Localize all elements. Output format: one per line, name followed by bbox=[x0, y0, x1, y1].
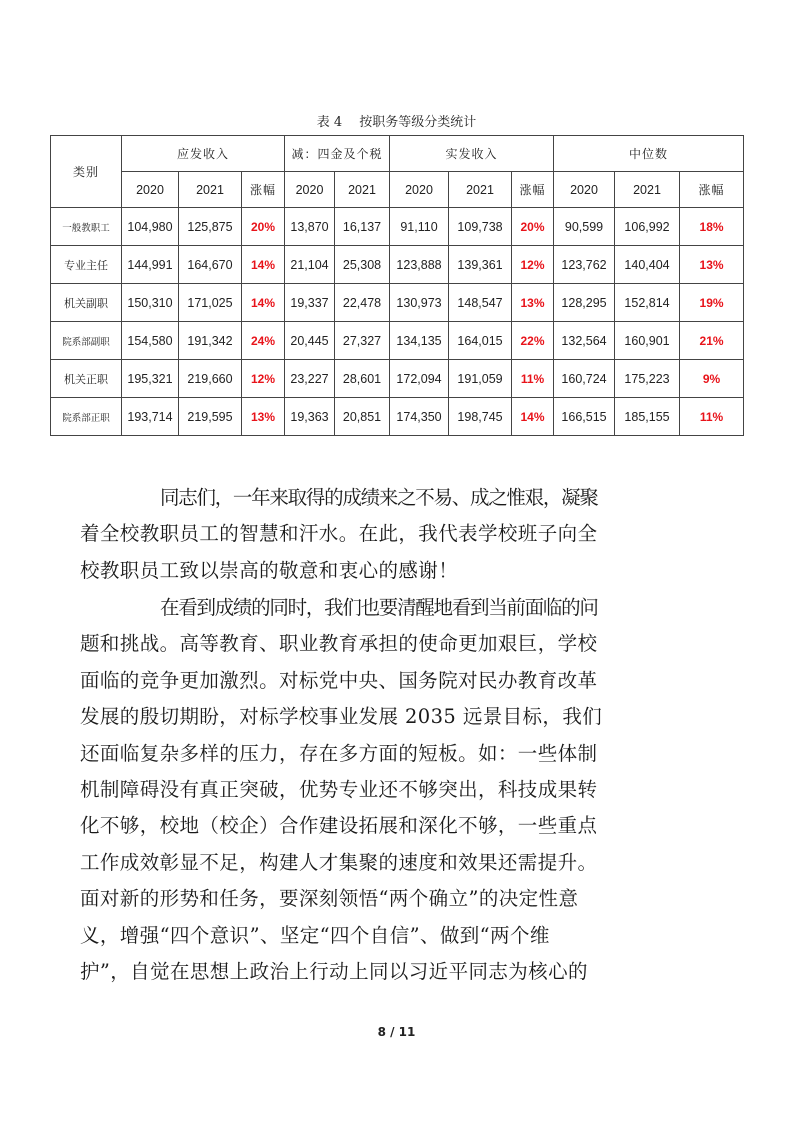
table-cell: 134,135 bbox=[390, 322, 449, 360]
paragraph-line: 工作成效彰显不足，构建人才集聚的速度和效果还需提升。 bbox=[80, 850, 598, 874]
table-cell: 191,342 bbox=[179, 322, 242, 360]
table-row bbox=[51, 284, 744, 322]
paragraph-line: 义，增强“四个意识”、坚定“四个自信”、做到“两个维 bbox=[80, 923, 550, 947]
growth-cell: 19% bbox=[680, 284, 744, 322]
table-cell: 148,547 bbox=[449, 284, 512, 322]
table-cell: 20,445 bbox=[285, 322, 335, 360]
paragraph-line: 护”，自觉在思想上政治上行动上同以习近平同志为核心的 bbox=[80, 959, 588, 983]
table-cell: 164,670 bbox=[179, 246, 242, 284]
table-cell: 91,110 bbox=[390, 208, 449, 246]
table-cell: 195,321 bbox=[122, 360, 179, 398]
table-cell: 19,363 bbox=[285, 398, 335, 436]
table-cell: 164,015 bbox=[449, 322, 512, 360]
growth-cell: 24% bbox=[242, 322, 285, 360]
paragraph-line: 化不够，校地（校企）合作建设拓展和深化不够，一些重点 bbox=[80, 814, 598, 838]
table-row bbox=[51, 246, 744, 284]
table-cell: 16,137 bbox=[335, 208, 390, 246]
paragraph-line: 题和挑战。高等教育、职业教育承担的使命更加艰巨，学校 bbox=[80, 632, 598, 656]
subheader-cell: 涨幅 bbox=[680, 172, 744, 208]
subheader-cell: 2020 bbox=[285, 172, 335, 208]
paragraph-line: 发展的殷切期盼，对标学校事业发展 2035 远景目标，我们 bbox=[80, 705, 603, 729]
growth-cell: 9% bbox=[680, 360, 744, 398]
paragraph-line: 校教职员工致以崇高的敬意和衷心的感谢！ bbox=[80, 558, 459, 582]
table-row bbox=[51, 398, 744, 436]
subheader-cell: 2020 bbox=[390, 172, 449, 208]
table-cell: 25,308 bbox=[335, 246, 390, 284]
subheader-cell: 2021 bbox=[449, 172, 512, 208]
table-cell: 198,745 bbox=[449, 398, 512, 436]
table-row bbox=[51, 322, 744, 360]
paragraph-line: 面临的竞争更加激烈。对标党中央、国务院对民办教育改革 bbox=[80, 668, 598, 692]
table-group-header-row bbox=[51, 136, 744, 172]
paragraph-line: 在看到成绩的同时，我们也要清醒地看到当前面临的问 bbox=[160, 596, 598, 619]
growth-cell: 14% bbox=[242, 246, 285, 284]
subheader-cell: 2021 bbox=[179, 172, 242, 208]
table-cell: 20,851 bbox=[335, 398, 390, 436]
table-cell: 27,327 bbox=[335, 322, 390, 360]
table-cell: 219,595 bbox=[179, 398, 242, 436]
group-header-net: 实发收入 bbox=[390, 136, 554, 172]
table-cell: 150,310 bbox=[122, 284, 179, 322]
growth-cell: 20% bbox=[242, 208, 285, 246]
table-cell: 144,991 bbox=[122, 246, 179, 284]
table-cell: 174,350 bbox=[390, 398, 449, 436]
row-label: 一般教职工 bbox=[51, 208, 122, 246]
table-cell: 191,059 bbox=[449, 360, 512, 398]
table-cell: 28,601 bbox=[335, 360, 390, 398]
growth-cell: 11% bbox=[680, 398, 744, 436]
subheader-cell: 2021 bbox=[615, 172, 680, 208]
subheader-cell: 涨幅 bbox=[242, 172, 285, 208]
row-label: 专业主任 bbox=[51, 246, 122, 284]
table-cell: 22,478 bbox=[335, 284, 390, 322]
table-cell: 171,025 bbox=[179, 284, 242, 322]
table-cell: 104,980 bbox=[122, 208, 179, 246]
paragraph-line: 着全校教职员工的智慧和汗水。在此，我代表学校班子向全 bbox=[80, 522, 598, 546]
growth-cell: 18% bbox=[680, 208, 744, 246]
table-row bbox=[51, 360, 744, 398]
table-cell: 21,104 bbox=[285, 246, 335, 284]
table-caption: 表 4 按职务等级分类统计 bbox=[316, 115, 477, 130]
growth-cell: 14% bbox=[242, 284, 285, 322]
table-cell: 125,875 bbox=[179, 208, 242, 246]
growth-cell: 13% bbox=[512, 284, 554, 322]
table-cell: 19,337 bbox=[285, 284, 335, 322]
body-paragraph-thanks bbox=[80, 480, 680, 589]
table-cell: 123,762 bbox=[554, 246, 615, 284]
subheader-cell: 2020 bbox=[554, 172, 615, 208]
growth-cell: 22% bbox=[512, 322, 554, 360]
row-label: 机关副职 bbox=[51, 284, 122, 322]
paragraph-line: 机制障碍没有真正突破，优势专业还不够突出，科技成果转 bbox=[80, 777, 598, 801]
table-cell: 160,724 bbox=[554, 360, 615, 398]
table-cell: 132,564 bbox=[554, 322, 615, 360]
table-cell: 128,295 bbox=[554, 284, 615, 322]
growth-cell: 11% bbox=[512, 360, 554, 398]
paragraph-line: 面对新的形势和任务，要深刻领悟“两个确立”的决定性意 bbox=[80, 887, 579, 911]
table-row bbox=[51, 208, 744, 246]
subheader-cell: 2021 bbox=[335, 172, 390, 208]
table-cell: 172,094 bbox=[390, 360, 449, 398]
table-subheader-row bbox=[51, 172, 744, 208]
growth-cell: 13% bbox=[242, 398, 285, 436]
table-cell: 139,361 bbox=[449, 246, 512, 284]
table-cell: 166,515 bbox=[554, 398, 615, 436]
group-header-deductions: 减：四金及个税 bbox=[285, 136, 390, 172]
table-cell: 140,404 bbox=[615, 246, 680, 284]
table-cell: 152,814 bbox=[615, 284, 680, 322]
group-header-median: 中位数 bbox=[554, 136, 744, 172]
table-cell: 160,901 bbox=[615, 322, 680, 360]
subheader-cell: 2020 bbox=[122, 172, 179, 208]
row-label: 机关正职 bbox=[51, 360, 122, 398]
table-cell: 23,227 bbox=[285, 360, 335, 398]
position-level-stats-table bbox=[50, 135, 744, 436]
row-label: 院系部正职 bbox=[51, 398, 122, 436]
table-cell: 193,714 bbox=[122, 398, 179, 436]
growth-cell: 20% bbox=[512, 208, 554, 246]
paragraph-line: 还面临复杂多样的压力，存在多方面的短板。如：一些体制 bbox=[80, 741, 598, 765]
growth-cell: 12% bbox=[512, 246, 554, 284]
table-cell: 219,660 bbox=[179, 360, 242, 398]
row-label: 院系部副职 bbox=[51, 322, 122, 360]
page-number: 8 / 11 bbox=[377, 1025, 416, 1039]
table-cell: 175,223 bbox=[615, 360, 680, 398]
table-cell: 154,580 bbox=[122, 322, 179, 360]
category-header: 类别 bbox=[51, 136, 122, 208]
growth-cell: 12% bbox=[242, 360, 285, 398]
paragraph-line: 同志们，一年来取得的成绩来之不易、成之惟艰，凝聚 bbox=[160, 486, 598, 509]
table-cell: 106,992 bbox=[615, 208, 680, 246]
table-cell: 185,155 bbox=[615, 398, 680, 436]
table-cell: 13,870 bbox=[285, 208, 335, 246]
table-cell: 109,738 bbox=[449, 208, 512, 246]
growth-cell: 21% bbox=[680, 322, 744, 360]
group-header-gross: 应发收入 bbox=[122, 136, 285, 172]
growth-cell: 13% bbox=[680, 246, 744, 284]
table-cell: 123,888 bbox=[390, 246, 449, 284]
growth-cell: 14% bbox=[512, 398, 554, 436]
body-paragraph-challenges bbox=[80, 590, 680, 990]
table-cell: 130,973 bbox=[390, 284, 449, 322]
subheader-cell: 涨幅 bbox=[512, 172, 554, 208]
table-cell: 90,599 bbox=[554, 208, 615, 246]
